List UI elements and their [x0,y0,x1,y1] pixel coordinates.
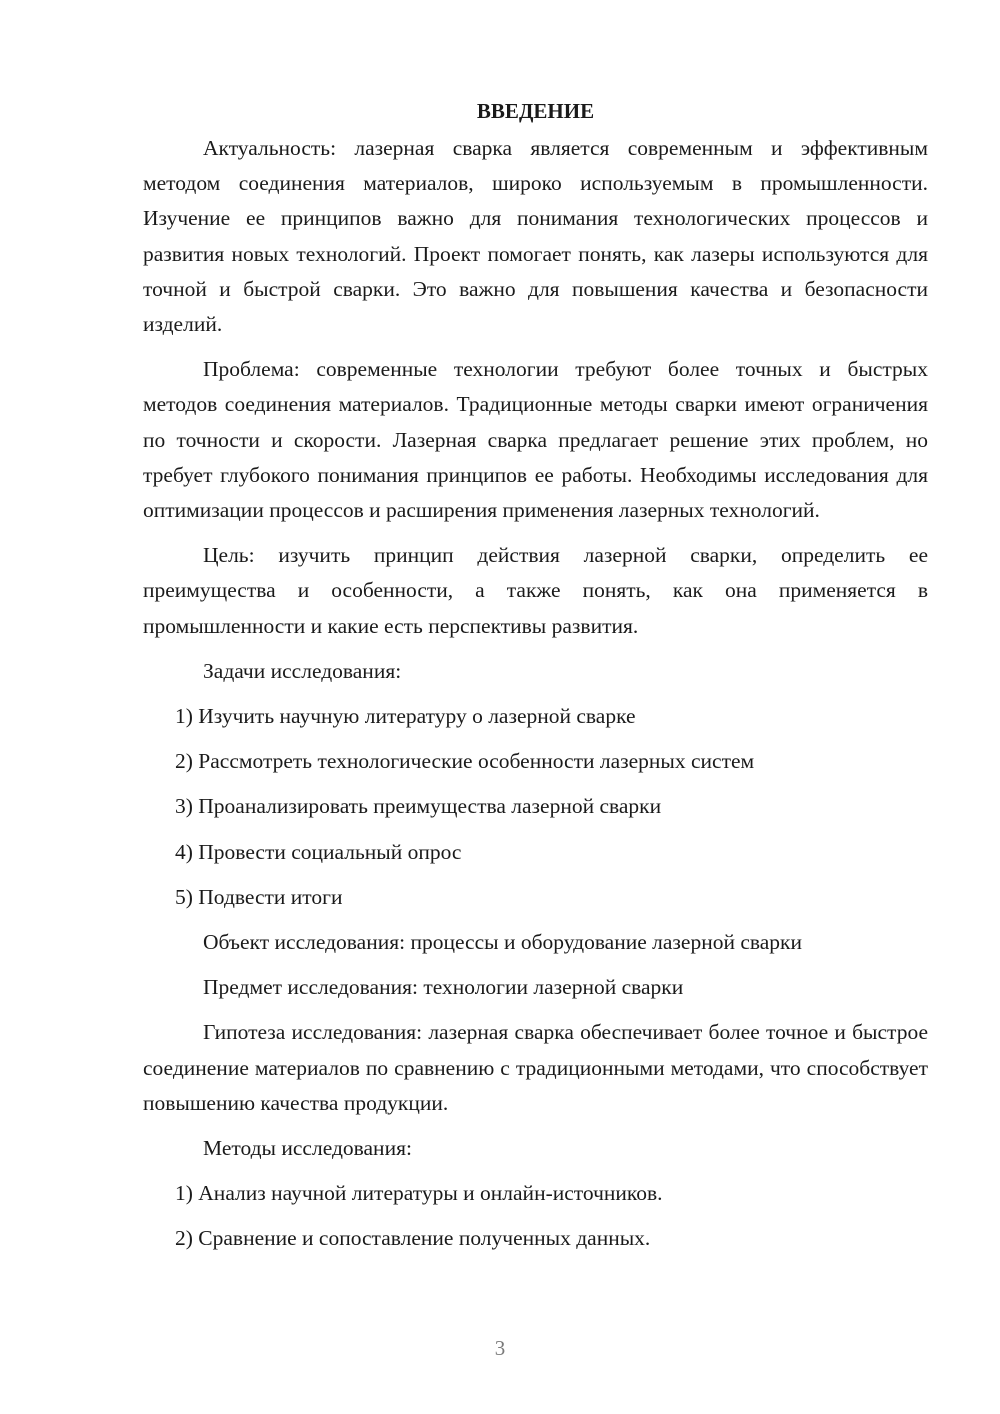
method-item-1: 1) Анализ научной литературы и онлайн-источников. [175,1181,663,1206]
page-title: ВВЕДЕНИЕ [476,99,595,123]
object-line: Объект исследования: процессы и оборудование лазерной сварки [203,930,803,955]
task-item-2: 2) Рассмотреть технологические особенности лазерных систем [175,749,755,774]
task-item-1: 1) Изучить научную литературу о лазерной сварке [175,704,636,729]
page-number: 3 [494,1336,506,1360]
tasks-heading: Задачи исследования: [203,658,402,683]
methods-heading: Методы исследования: [203,1136,412,1161]
goal-paragraph: Цель: изучить принцип действия лазерной сварки, определить ее преимущества и особенности, а также понять, как она применяется в промышленности и какие есть перспективы развития. [143,543,928,638]
relevance-paragraph: Актуальность: лазерная сварка является современным и эффективным методом соединения материалов, широко используемым в промышленности. Изучение ее принципов важно для понимания технологических процессов и развития новых технологий. Проект помогает понять, как лазеры используются для точной и быстрой сварки. Это важно для повышения качества и безопасности изделий. [143,136,928,337]
problem-paragraph: Проблема: современные технологии требуют более точных и быстрых методов соединения материалов. Традиционные методы сварки имеют ограничения по точности и скорости. Лазерная сварка предлагает решение этих проблем, но требует глубокого понимания принципов ее работы. Необходимы исследования для оптимизации процессов и расширения применения лазерных технологий. [143,357,928,523]
method-item-2: 2) Сравнение и сопоставление полученных данных. [175,1226,651,1251]
subject-line: Предмет исследования: технологии лазерной сварки [203,975,684,1000]
task-item-3: 3) Проанализировать преимущества лазерной сварки [175,794,662,819]
document-page [143,96,928,1267]
hypothesis-paragraph: Гипотеза исследования: лазерная сварка обеспечивает более точное и быстрое соединение материалов по сравнению с традиционными методами, что способствует повышению качества продукции. [143,1020,928,1115]
task-item-5: 5) Подвести итоги [175,884,343,909]
task-item-4: 4) Провести социальный опрос [175,839,462,864]
